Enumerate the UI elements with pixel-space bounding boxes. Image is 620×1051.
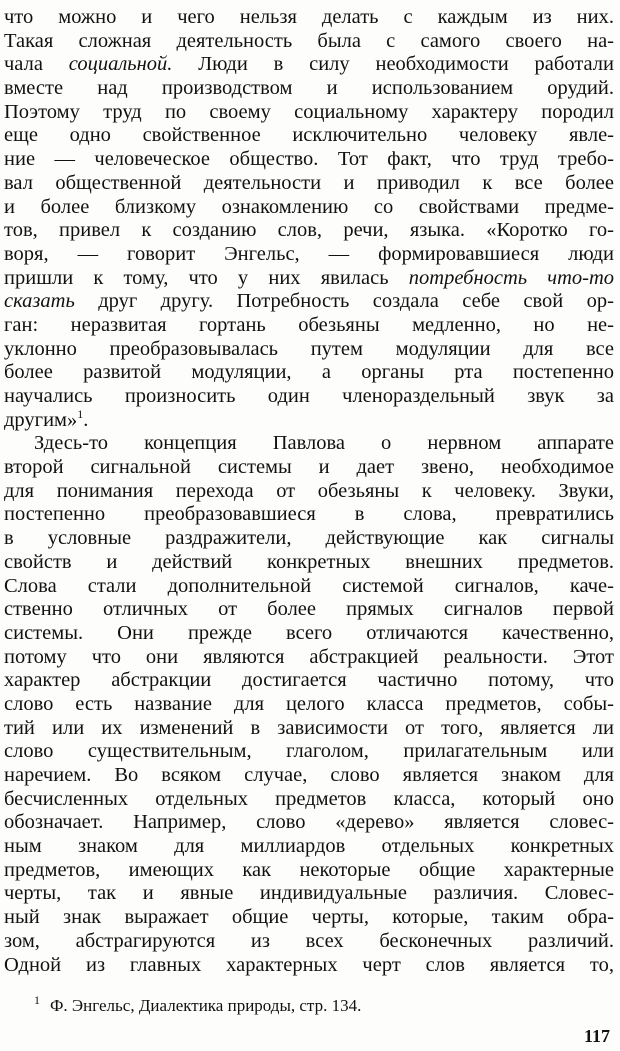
text-line: [4, 575, 614, 599]
text-segment: еще одно свойственное исключительно человеку явле-: [4, 124, 614, 147]
text-segment: друг другу. Потребность создала себе свой ор-: [74, 290, 614, 313]
text-segment: вместе над производством и использованием орудий.: [4, 77, 614, 100]
text-line: [4, 196, 614, 220]
text-segment: Люди в силу необходимости работали: [172, 53, 614, 76]
text-segment: зом, абстрагируются из всех бесконечных различий.: [4, 929, 614, 952]
text-line: [4, 693, 614, 717]
text-line: [4, 338, 614, 362]
text-line: [4, 267, 614, 291]
italic-text: потребность что-то: [408, 266, 614, 289]
text-line: [4, 30, 614, 54]
text-line: [4, 717, 614, 741]
text-segment: .: [83, 408, 89, 431]
text-segment: пришли к тому, что у них явилась: [4, 266, 409, 289]
text-segment: Одной из главных характерных черт слов является то,: [4, 953, 614, 976]
text-line: [4, 409, 614, 433]
text-line: [4, 53, 614, 77]
text-line: [4, 669, 614, 693]
text-segment: слово есть название для целого класса предметов, собы-: [4, 692, 614, 715]
text-line: [4, 906, 614, 930]
text-line: [4, 148, 614, 172]
text-segment: ние — человеческое общество. Тот факт, что труд требо-: [4, 148, 614, 171]
text-line: [4, 740, 614, 764]
text-segment: и более близкому ознакомлению со свойствами предме-: [4, 195, 614, 218]
text-segment: более развитой модуляции, а органы рта постепенно: [4, 361, 614, 384]
text-segment: вал общественной деятельности и приводил к все более: [4, 171, 614, 194]
text-line: [4, 77, 614, 101]
text-line: [4, 622, 614, 646]
text-line: [4, 290, 614, 314]
italic-text: социальной.: [68, 53, 173, 76]
text-segment: ственно отличных от более прямых сигналов первой: [4, 598, 614, 621]
text-segment: Здесь-то концепция Павлова о нервном аппарате: [34, 432, 614, 455]
text-line: [4, 361, 614, 385]
paragraph-1: [4, 6, 614, 432]
text-segment: в условные раздражители, действующие как сигналы: [4, 527, 614, 550]
text-line: [4, 646, 614, 670]
text-segment: другим»: [4, 408, 78, 431]
text-segment: наречием. Во всяком случае, слово является знаком для: [4, 764, 614, 786]
text-line: [4, 101, 614, 125]
text-segment: ный знак выражает общие черты, которые, таким обра-: [4, 906, 614, 929]
footnote-text: Ф. Энгельс, Диалектика природы, стр. 134.: [50, 996, 362, 1015]
text-segment: слово существительным, глаголом, прилагательным или: [4, 740, 614, 763]
text-segment: Поэтому труд по своему социальному характеру породил: [4, 100, 614, 123]
text-line: [4, 811, 614, 835]
text-segment: свойств и действий конкретных внешних предметов.: [4, 550, 614, 573]
footnote: [34, 993, 362, 1016]
text-segment: научались произносить один членораздельный звук за: [4, 385, 614, 407]
text-line: [4, 172, 614, 196]
text-segment: системы. Они прежде всего отличаются качественно,: [4, 621, 614, 644]
text-segment: постепенно преобразовавшиеся в слова, превратились: [4, 503, 614, 526]
text-segment: что можно и чего нельзя делать с каждым из них.: [4, 6, 614, 28]
text-line: [4, 503, 614, 527]
text-segment: Слова стали дополнительной системой сигналов, каче-: [4, 574, 614, 597]
text-line: [4, 243, 614, 267]
text-segment: предметов, имеющих как некоторые общие характерные: [4, 858, 614, 881]
page-number: 117: [583, 1026, 610, 1046]
text-segment: потому что они являются абстракцией реальности. Этот: [4, 645, 614, 668]
text-line: [4, 882, 614, 906]
text-segment: бесчисленных отдельных предметов класса, который оно: [4, 787, 614, 810]
text-line: [4, 764, 614, 788]
main-text: [4, 6, 614, 977]
text-segment: черты, так и явные индивидуальные различия. Словес-: [4, 882, 614, 905]
text-segment: чала: [4, 53, 69, 76]
text-line: [4, 859, 614, 883]
footnote-reference: 1: [77, 408, 84, 421]
text-line: [4, 835, 614, 859]
text-line: [4, 432, 614, 456]
text-line: [4, 314, 614, 338]
text-line: [4, 124, 614, 148]
text-segment: характер абстракции достигается частично потому, что: [4, 669, 614, 692]
text-segment: обозначает. Например, слово «дерево» является словес-: [4, 811, 614, 834]
text-segment: тий или их изменений в зависимости от того, является ли: [4, 716, 614, 739]
text-line: [4, 954, 614, 978]
paragraph-2: [4, 432, 614, 977]
text-line: [4, 480, 614, 504]
text-line: [4, 527, 614, 551]
text-segment: второй сигнальной системы и дает звено, необходимое: [4, 456, 614, 479]
italic-text: сказать: [4, 290, 75, 313]
text-segment: для понимания перехода от обезьяны к человеку. Звуки,: [4, 479, 614, 502]
text-line: [4, 788, 614, 812]
text-line: [4, 456, 614, 480]
text-line: [4, 598, 614, 622]
text-segment: ган: неразвитая гортань обезьяны медленно, но не-: [4, 313, 614, 336]
text-segment: уклонно преобразовывалась путем модуляции для все: [4, 337, 614, 360]
text-line: [4, 385, 614, 409]
text-line: [4, 930, 614, 954]
text-segment: Такая сложная деятельность была с самого своего на-: [4, 29, 614, 52]
text-line: [4, 551, 614, 575]
text-segment: воря, — говорит Энгельс, — формировавшиеся люди: [4, 242, 614, 265]
text-line: [4, 6, 614, 30]
footnote-mark: 1: [34, 993, 40, 1008]
text-segment: тов, привел к созданию слов, речи, языка. «Коротко го-: [4, 219, 614, 242]
text-segment: ным знаком для миллиардов отдельных конкретных: [4, 835, 614, 858]
text-line: [4, 219, 614, 243]
